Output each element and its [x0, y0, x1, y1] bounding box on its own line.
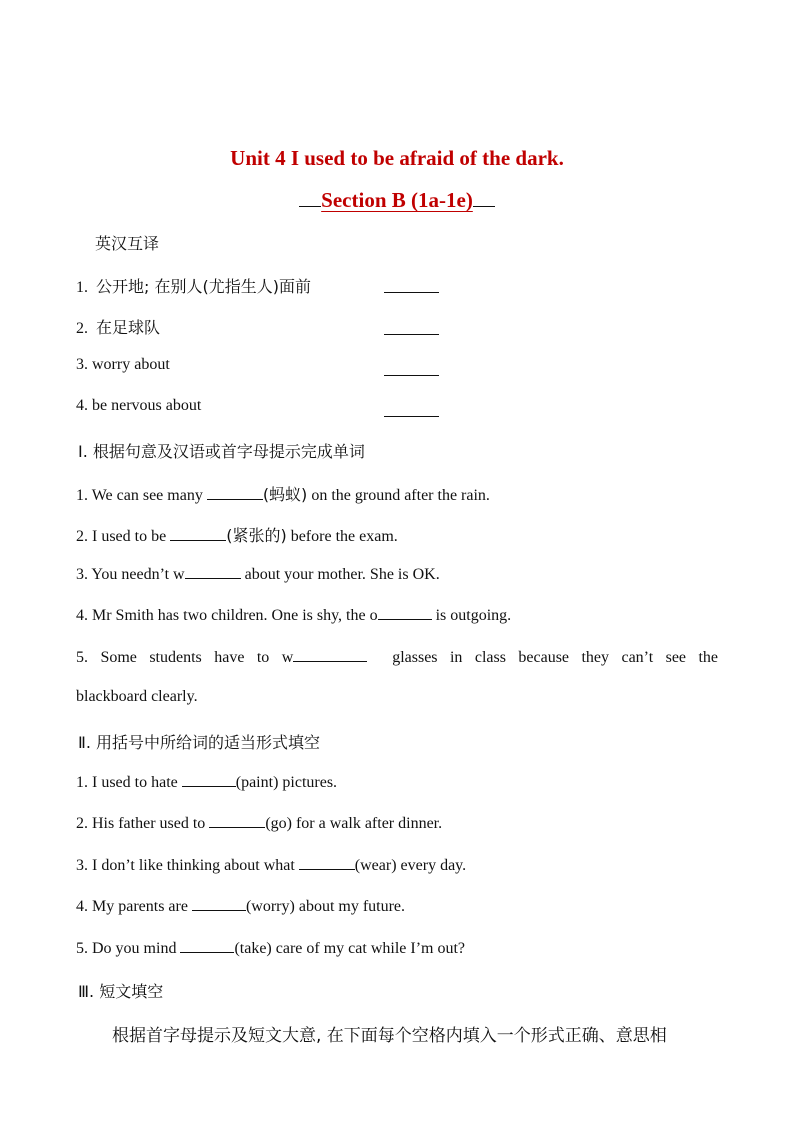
vocab-item: 4. be nervous about — [76, 397, 202, 414]
vocab-heading: 英汉互译 — [95, 234, 160, 253]
vocab-item-text: be nervous about — [92, 397, 202, 414]
answer-blank[interactable] — [378, 605, 432, 620]
answer-blank[interactable] — [299, 855, 355, 870]
vocab-item: 1. 公开地; 在别人(尤指生人)面前 — [76, 277, 311, 296]
answer-blank[interactable] — [207, 485, 263, 500]
part2-item: 1. I used to hate (paint) pictures. — [76, 774, 338, 791]
part1-item-continuation: blackboard clearly. — [76, 688, 198, 705]
vocab-item: 3. worry about — [76, 356, 170, 373]
part2-item: 4. My parents are (worry) about my future. — [76, 898, 406, 915]
answer-blank[interactable] — [180, 938, 234, 953]
part2-heading: Ⅱ. 用括号中所给词的适当形式填空 — [78, 733, 321, 752]
vocab-item: 2. 在足球队 — [76, 318, 161, 337]
answer-blank[interactable] — [384, 415, 439, 417]
part1-heading: Ⅰ. 根据句意及汉语或首字母提示完成单词 — [78, 442, 365, 461]
vocab-item-text: 在足球队 — [96, 318, 161, 337]
title-underline-right — [473, 188, 495, 207]
answer-blank[interactable] — [384, 291, 439, 293]
vocab-item-text: worry about — [92, 356, 170, 373]
unit-title: Unit 4 I used to be afraid of the dark. — [230, 146, 564, 170]
title-underline-left — [299, 188, 321, 207]
part1-item: 5. Some students have to w glasses in class because they can’t see the — [76, 649, 719, 666]
part1-item: 2. I used to be (紧张的) before the exam. — [76, 526, 398, 545]
vocab-item-text: 公开地; 在别人(尤指生人)面前 — [96, 277, 311, 296]
answer-blank[interactable] — [384, 374, 439, 376]
answer-blank[interactable] — [182, 772, 236, 787]
answer-blank[interactable] — [185, 564, 241, 579]
answer-blank[interactable] — [209, 813, 265, 828]
part1-item: 3. You needn’t w about your mother. She is OK. — [76, 566, 440, 583]
part2-item: 5. Do you mind (take) care of my cat while I’m out? — [76, 940, 466, 957]
answer-blank[interactable] — [170, 526, 226, 541]
part1-item: 4. Mr Smith has two children. One is shy, the o is outgoing. — [76, 607, 512, 624]
section-title-text: Section B (1a-1e) — [321, 188, 473, 212]
part3-heading: Ⅲ. 短文填空 — [78, 982, 164, 1001]
part2-item: 2. His father used to (go) for a walk after dinner. — [76, 815, 443, 832]
answer-blank[interactable] — [384, 333, 439, 335]
answer-blank[interactable] — [192, 896, 246, 911]
part1-item: 1. We can see many (蚂蚁) on the ground after the rain. — [76, 485, 490, 504]
section-title — [0, 188, 794, 213]
part2-item: 3. I don’t like thinking about what (wear) every day. — [76, 857, 467, 874]
part3-intro: 根据首字母提示及短文大意, 在下面每个空格内填入一个形式正确、意思相 — [112, 1026, 667, 1046]
answer-blank[interactable] — [293, 647, 367, 662]
